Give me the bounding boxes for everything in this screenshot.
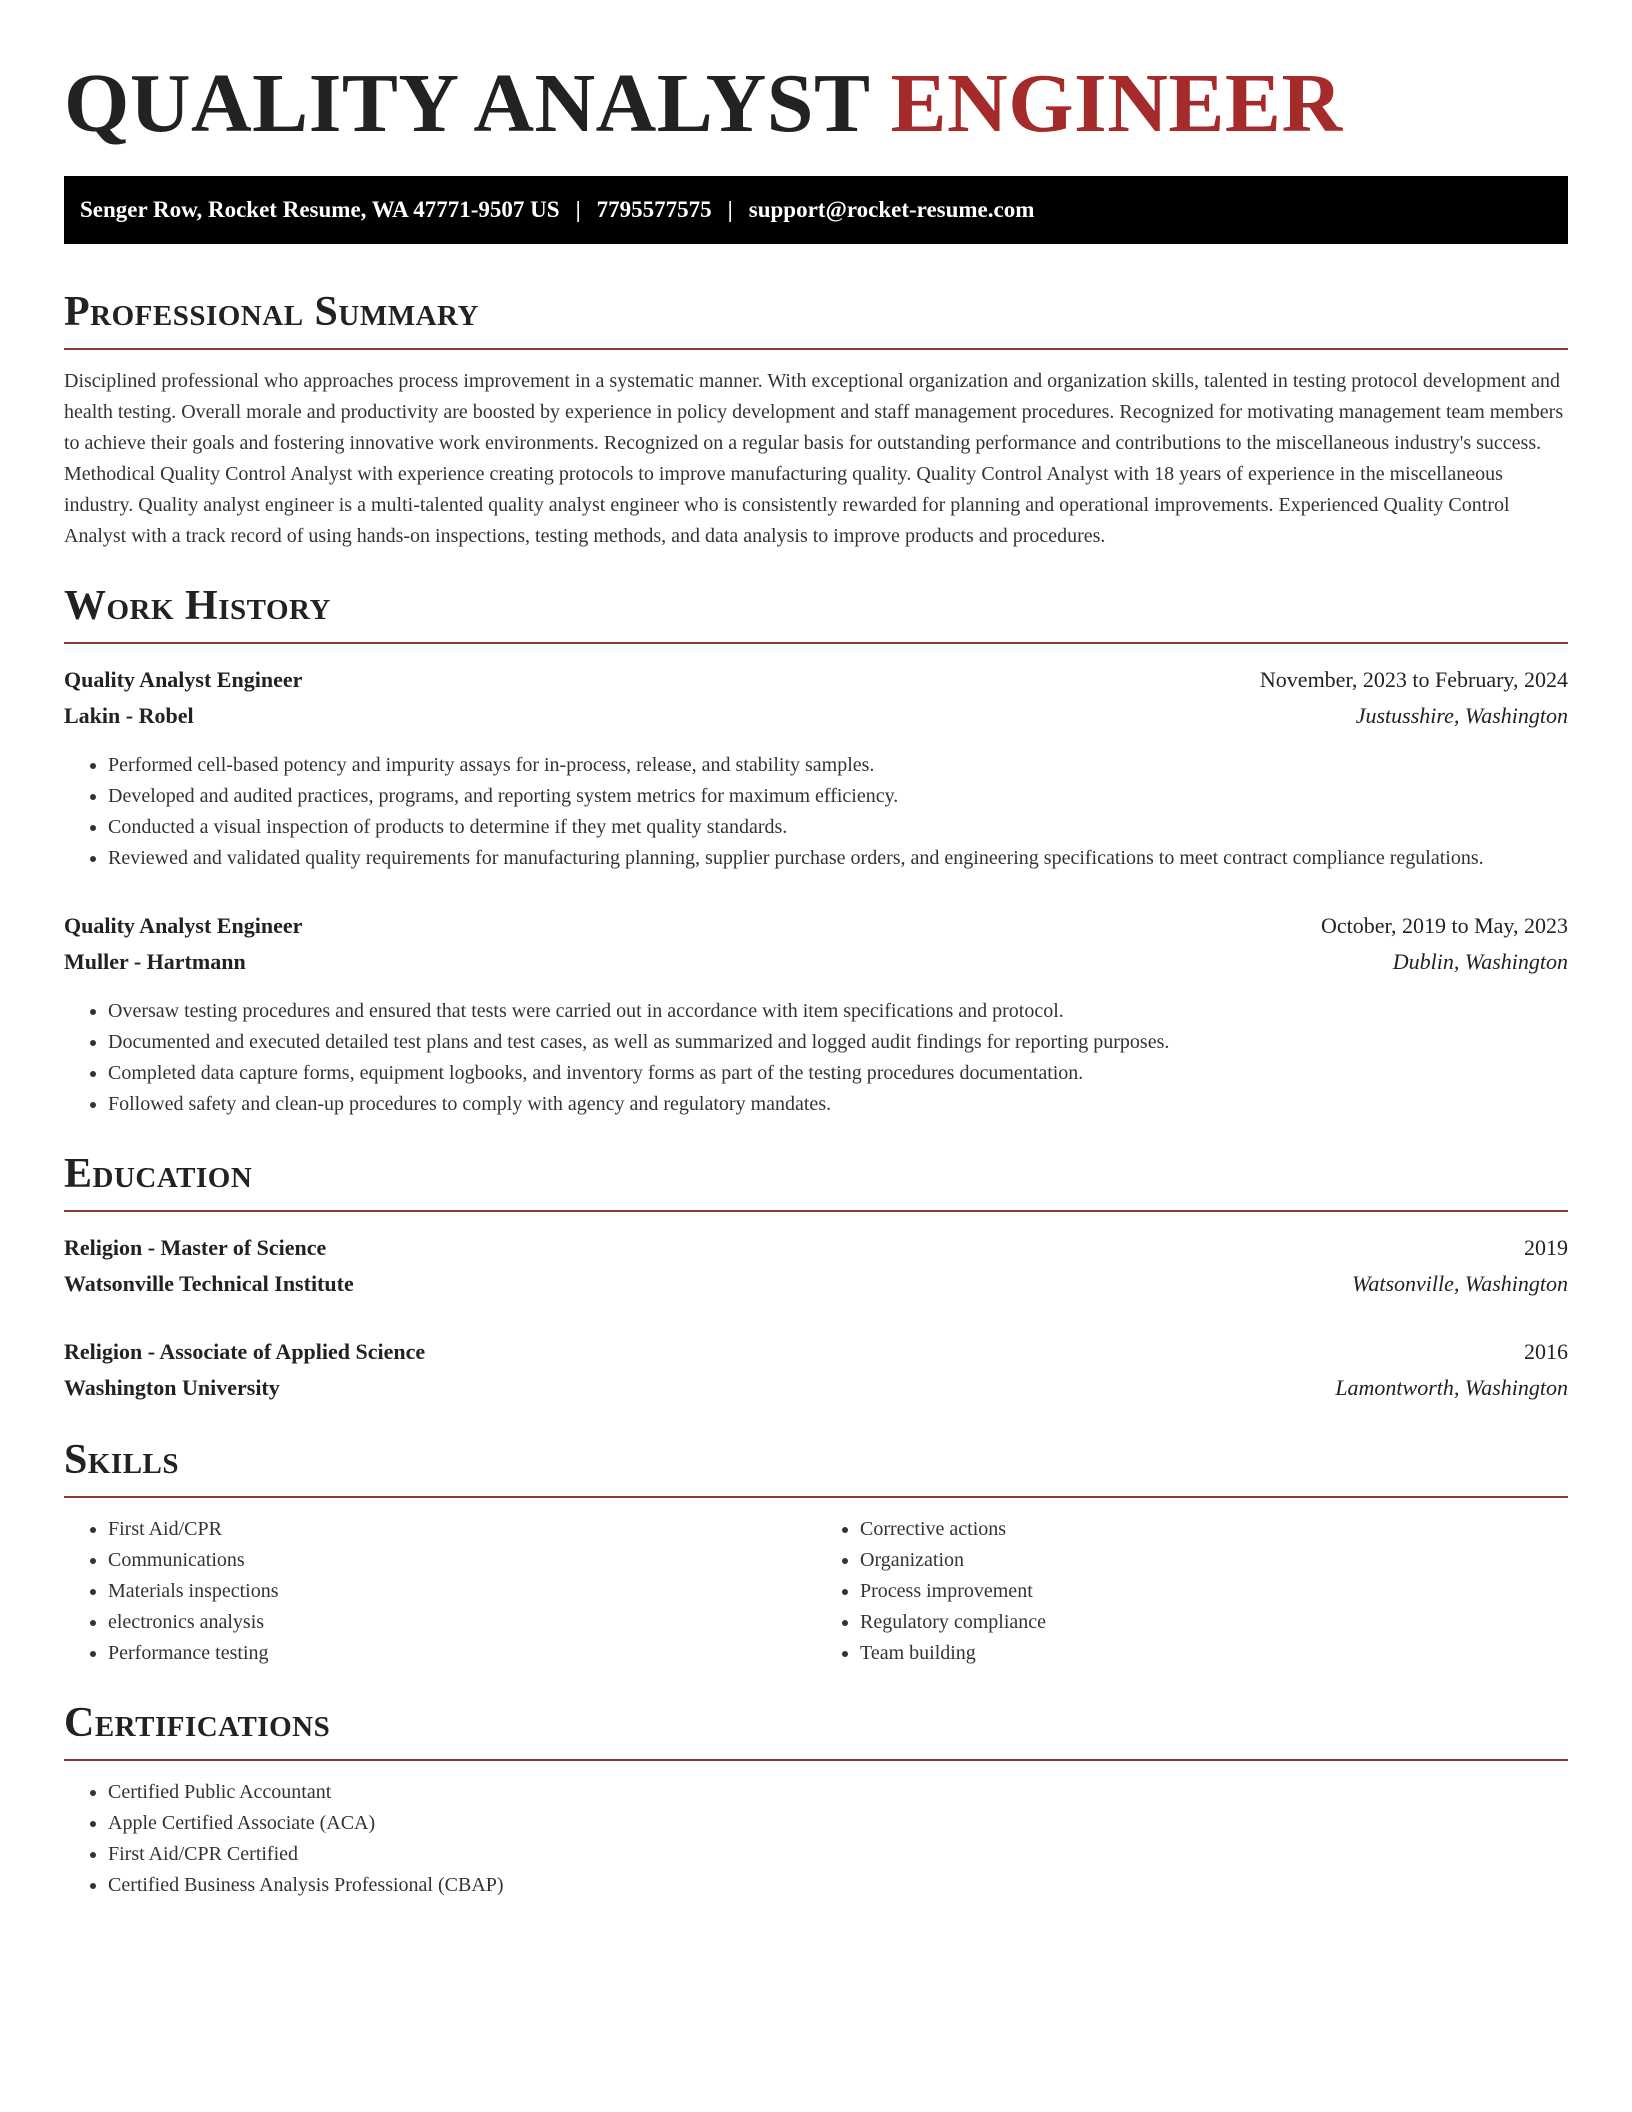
- education-location: Watsonville, Washington: [1352, 1271, 1568, 1296]
- list-item: • Performed cell-based potency and impurity assays for in-process, release, and stability samples.: [108, 750, 1568, 781]
- job-title: Quality Analyst Engineer: [64, 913, 303, 938]
- resume-title: [64, 56, 1568, 152]
- job-bullets: [64, 750, 1568, 874]
- skills-grid: [64, 1514, 1568, 1669]
- job-location: Dublin, Washington: [1392, 949, 1568, 974]
- resume-page: [64, 56, 1568, 1901]
- education-school-row: [64, 1266, 1568, 1302]
- list-item: • Apple Certified Associate (ACA): [108, 1808, 1568, 1839]
- contact-bar: [64, 176, 1568, 244]
- list-item: • Corrective actions: [860, 1514, 1568, 1545]
- job-entry: [64, 908, 1568, 1120]
- education-school: Watsonville Technical Institute: [64, 1271, 354, 1296]
- education-degree-row: [64, 1334, 1568, 1370]
- list-item: • Performance testing: [108, 1638, 816, 1669]
- list-item: • Regulatory compliance: [860, 1607, 1568, 1638]
- list-item: • Reviewed and validated quality requirements for manufacturing planning, supplier purchase orders, and engineering specifications to meet contract compliance regulations.: [108, 843, 1568, 874]
- job-header-row: [64, 908, 1568, 944]
- summary-text: Disciplined professional who approaches process improvement in a systematic manner. With exceptional organization and organization skills, talented in testing protocol development and health testing. Overall morale and productivity are boosted by experience in policy development and staff management procedures. Recognized for motivating management team members to achieve their goals and fostering innovative work environments. Recognized on a regular basis for outstanding performance and contributions to the miscellaneous industry's success. Methodical Quality Control Analyst with experience creating protocols to improve manufacturing quality. Quality Control Analyst with 18 years of experience in the miscellaneous industry. Quality analyst engineer is a multi-talented quality analyst engineer who is consistently rewarded for planning and operational improvements. Experienced Quality Control Analyst with a track record of using hands-on inspections, testing methods, and data analysis to improve products and procedures.: [64, 370, 1564, 547]
- list-item: • Developed and audited practices, programs, and reporting system metrics for maximum efficiency.: [108, 781, 1568, 812]
- job-company: Muller - Hartmann: [64, 949, 246, 974]
- work-history-section: [64, 582, 1568, 1120]
- contact-email: support@rocket-resume.com: [748, 197, 1035, 222]
- education-location: Lamontworth, Washington: [1335, 1375, 1568, 1400]
- section-heading: Work History: [64, 582, 1568, 644]
- list-item: • Team building: [860, 1638, 1568, 1669]
- list-item: • First Aid/CPR: [108, 1514, 816, 1545]
- education-degree-row: [64, 1230, 1568, 1266]
- education-section: [64, 1150, 1568, 1406]
- education-entry: [64, 1334, 1568, 1406]
- job-company-row: [64, 698, 1568, 734]
- list-item: • Process improvement: [860, 1576, 1568, 1607]
- list-item: • Materials inspections: [108, 1576, 816, 1607]
- list-item: • Completed data capture forms, equipment logbooks, and inventory forms as part of the testing procedures documentation.: [108, 1058, 1568, 1089]
- list-item: • Documented and executed detailed test plans and test cases, as well as summarized and logged audit findings for reporting purposes.: [108, 1027, 1568, 1058]
- section-heading: Skills: [64, 1436, 1568, 1498]
- title-main: QUALITY ANALYST: [64, 57, 870, 150]
- education-year: 2016: [1524, 1339, 1568, 1364]
- certifications-section: [64, 1699, 1568, 1901]
- education-degree: Religion - Master of Science: [64, 1235, 327, 1260]
- job-company: Lakin - Robel: [64, 703, 194, 728]
- contact-separator: |: [575, 197, 581, 222]
- list-item: • Certified Public Accountant: [108, 1777, 1568, 1808]
- contact-separator: |: [727, 197, 733, 222]
- job-location: Justusshire, Washington: [1355, 703, 1568, 728]
- list-item: • First Aid/CPR Certified: [108, 1839, 1568, 1870]
- job-title: Quality Analyst Engineer: [64, 667, 303, 692]
- job-dates: November, 2023 to February, 2024: [1259, 667, 1568, 692]
- education-school: Washington University: [64, 1375, 280, 1400]
- contact-phone: 7795577575: [596, 197, 712, 222]
- list-item: • Followed safety and clean-up procedures to comply with agency and regulatory mandates.: [108, 1089, 1568, 1120]
- contact-address: Senger Row, Rocket Resume, WA 47771-9507 US: [80, 197, 560, 222]
- job-dates: October, 2019 to May, 2023: [1321, 913, 1568, 938]
- education-school-row: [64, 1370, 1568, 1406]
- list-item: • Organization: [860, 1545, 1568, 1576]
- skills-section: [64, 1436, 1568, 1669]
- skills-column-right: [816, 1514, 1568, 1669]
- job-entry: [64, 662, 1568, 874]
- section-heading: Professional Summary: [64, 288, 1568, 350]
- list-item: • electronics analysis: [108, 1607, 816, 1638]
- summary-section: [64, 288, 1568, 552]
- list-item: • Certified Business Analysis Professional (CBAP): [108, 1870, 1568, 1901]
- education-entry: [64, 1230, 1568, 1302]
- certifications-list: [64, 1777, 1568, 1901]
- skills-column-left: [64, 1514, 816, 1669]
- list-item: • Conducted a visual inspection of products to determine if they met quality standards.: [108, 812, 1568, 843]
- list-item: • Communications: [108, 1545, 816, 1576]
- education-degree: Religion - Associate of Applied Science: [64, 1339, 426, 1364]
- job-header-row: [64, 662, 1568, 698]
- education-year: 2019: [1524, 1235, 1568, 1260]
- section-heading: Education: [64, 1150, 1568, 1212]
- job-bullets: [64, 996, 1568, 1120]
- section-heading: Certifications: [64, 1699, 1568, 1761]
- title-accent: ENGINEER: [890, 57, 1343, 150]
- list-item: • Oversaw testing procedures and ensured that tests were carried out in accordance with item specifications and protocol.: [108, 996, 1568, 1027]
- job-company-row: [64, 944, 1568, 980]
